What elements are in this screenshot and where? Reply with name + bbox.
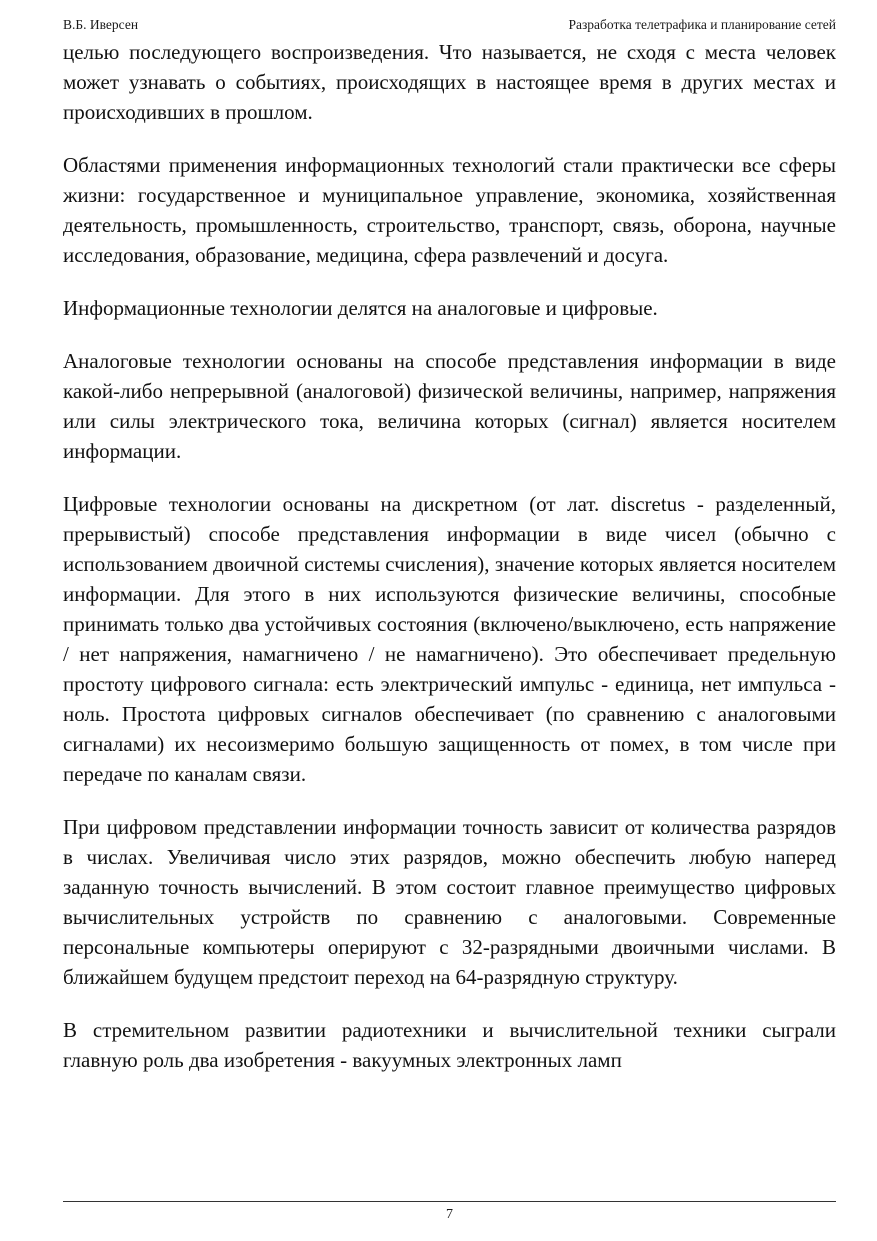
header-book-title: Разработка телетрафика и планирование сетей xyxy=(568,17,836,32)
paragraph-continuation: целью последующего воспроизведения. Что называется, не сходя с места человек может узнавать о событиях, происходящих в настоящее время в других местах и происходивших в прошлом. xyxy=(63,40,836,124)
page-number: 7 xyxy=(446,1207,453,1222)
header-author: В.Б. Иверсен xyxy=(63,17,139,32)
paragraph-inventions: В стремительном развитии радиотехники и вычислительной техники сыграли главную роль два изобретения - вакуумных электронных ламп xyxy=(63,1018,836,1072)
paragraph-digital-precision: При цифровом представлении информации точность зависит от количества разрядов в числах. Увеличивая число этих разрядов, можно обеспечить любую наперед заданную точность вычислений. В этом состоит главное преимущество цифровых вычислительных устройств по сравнению с аналоговыми. Современные персональные компьютеры оперируют с 32-разрядными двоичными числами. В ближайшем будущем предстоит переход на 64-разрядную структуру. xyxy=(63,815,836,989)
paragraph-technology-types: Информационные технологии делятся на аналоговые и цифровые. xyxy=(63,296,658,320)
running-header xyxy=(63,15,836,35)
body-text xyxy=(63,37,836,1197)
paragraph-digital-technologies: Цифровые технологии основаны на дискретном (от лат. discretus - разделенный, прерывистый) способе представления информации в виде чисел (обычно с использованием двоичной системы счисления), значение которых является носителем информации. Для этого в них используются физические величины, способные принимать только два устойчивых состояния (включено/выключено, есть напряжение / нет напряжения, намагничено / не намагничено). Это обеспечивает предельную простоту цифрового сигнала: есть электрический импульс - единица, нет импульса - ноль. Простота цифровых сигналов обеспечивает (по сравнению с аналоговыми сигналами) их несоизмеримо большую защищенность от помех, в том числе при передаче по каналам связи. xyxy=(63,492,836,786)
footer-divider xyxy=(63,1201,836,1202)
paragraph-application-areas: Областями применения информационных технологий стали практически все сферы жизни: государственное и муниципальное управление, экономика, хозяйственная деятельность, промышленность, строительство, транспорт, связь, оборона, научные исследования, образование, медицина, сфера развлечений и досуга. xyxy=(63,153,836,267)
paragraph-analog-technologies: Аналоговые технологии основаны на способе представления информации в виде какой-либо непрерывной (аналоговой) физической величины, например, напряжения или силы электрического тока, величина которых (сигнал) является носителем информации. xyxy=(63,349,836,463)
